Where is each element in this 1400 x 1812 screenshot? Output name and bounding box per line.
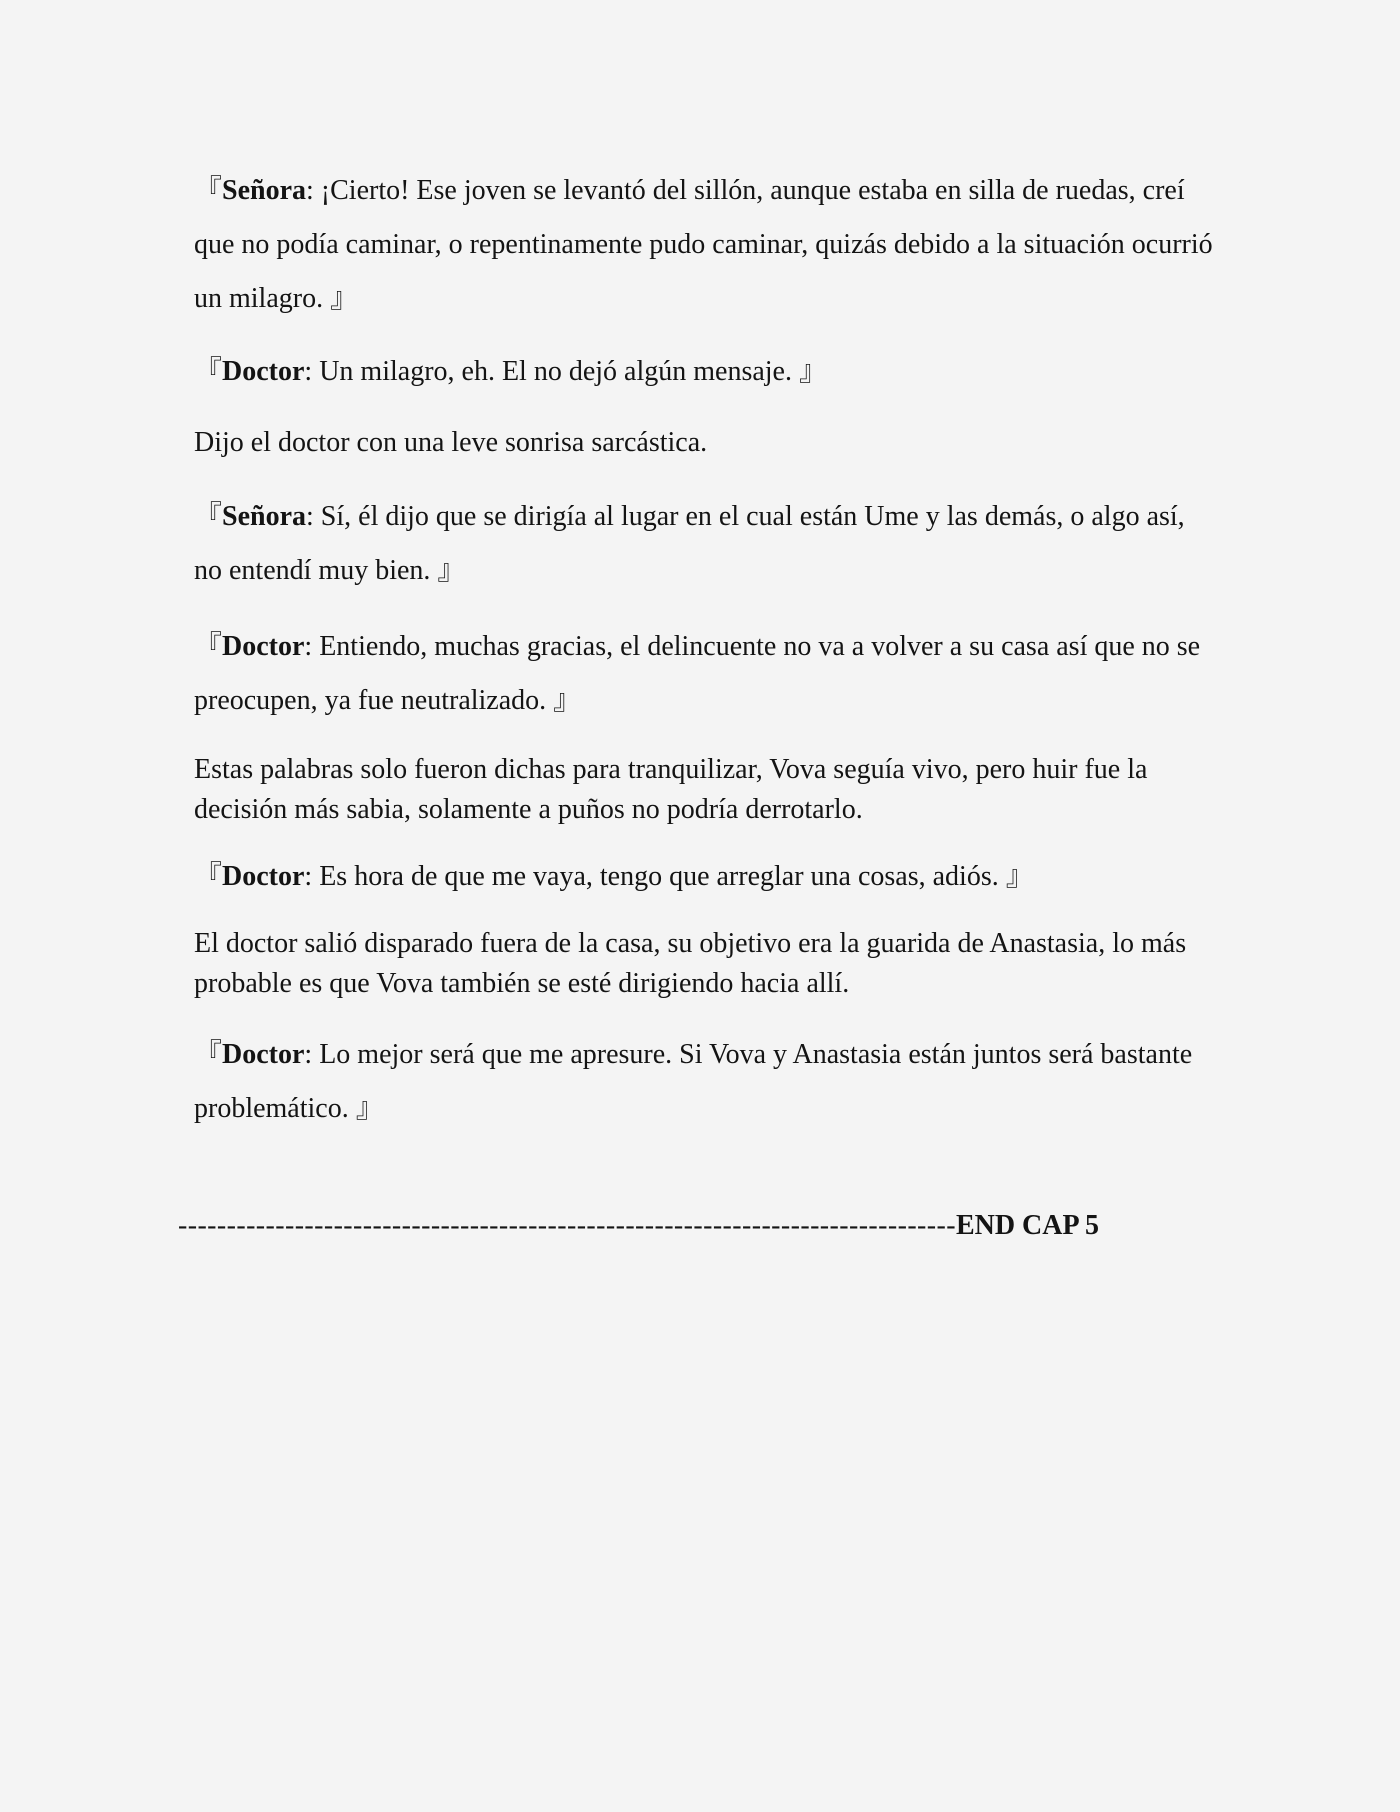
open-bracket: 『 bbox=[194, 1039, 223, 1070]
narration-3: El doctor salió disparado fuera de la casa, su objetivo era la guarida de Anastasia, lo más probable es que Vova también se esté dirigiendo hacia allí. bbox=[194, 928, 1187, 999]
speaker-name: Doctor bbox=[222, 356, 305, 387]
dialogue-doctor-4 bbox=[194, 1028, 1214, 1136]
close-bracket: 』 bbox=[355, 1093, 384, 1124]
close-bracket: 』 bbox=[330, 283, 359, 314]
end-chapter-label: END CAP 5 bbox=[955, 1210, 1100, 1241]
speaker-name: Doctor bbox=[222, 1039, 305, 1070]
speaker-name: Señora bbox=[222, 175, 307, 206]
close-bracket: 』 bbox=[798, 356, 827, 387]
dialogue-senora-1 bbox=[194, 164, 1214, 326]
open-bracket: 『 bbox=[194, 861, 223, 892]
speaker-name: Doctor bbox=[222, 631, 305, 662]
open-bracket: 『 bbox=[194, 175, 223, 206]
chapter-end-marker bbox=[178, 1206, 1178, 1246]
dialogue-text: : Lo mejor será que me apresure. Si Vova y Anastasia están juntos será bastante problemático. bbox=[194, 1039, 1193, 1124]
dialogue-text: : Es hora de que me vaya, tengo que arreglar una cosas, adiós. bbox=[304, 861, 1006, 892]
narration-1: Dijo el doctor con una leve sonrisa sarcástica. bbox=[194, 427, 708, 458]
separator-dashes: -------------------------------------------------------------------------------- bbox=[178, 1210, 956, 1241]
speaker-name: Doctor bbox=[222, 861, 305, 892]
open-bracket: 『 bbox=[194, 631, 223, 662]
open-bracket: 『 bbox=[194, 501, 223, 532]
close-bracket: 』 bbox=[1005, 861, 1034, 892]
dialogue-doctor-3 bbox=[194, 854, 1214, 900]
dialogue-text: : ¡Cierto! Ese joven se levantó del sillón, aunque estaba en silla de ruedas, creí que no podía caminar, o repentinamente pudo caminar, quizás debido a la situación ocurrió un milagro. bbox=[194, 175, 1213, 314]
dialogue-senora-2 bbox=[194, 490, 1214, 598]
close-bracket: 』 bbox=[553, 685, 582, 716]
speaker-name: Señora bbox=[222, 501, 307, 532]
chapter-text bbox=[194, 164, 1214, 1136]
open-bracket: 『 bbox=[194, 356, 223, 387]
dialogue-text: : Entiendo, muchas gracias, el delincuente no va a volver a su casa así que no se preocupen, ya fue neutralizado. bbox=[194, 631, 1201, 716]
close-bracket: 』 bbox=[437, 555, 466, 586]
dialogue-doctor-2 bbox=[194, 620, 1214, 728]
dialogue-doctor-1 bbox=[194, 348, 1214, 396]
dialogue-text: : Un milagro, eh. El no dejó algún mensaje. bbox=[304, 356, 799, 387]
narration-2: Estas palabras solo fueron dichas para tranquilizar, Vova seguía vivo, pero huir fue la decisión más sabia, solamente a puños no podría derrotarlo. bbox=[194, 754, 1148, 825]
dialogue-text: : Sí, él dijo que se dirigía al lugar en el cual están Ume y las demás, o algo así, no entendí muy bien. bbox=[194, 501, 1185, 586]
